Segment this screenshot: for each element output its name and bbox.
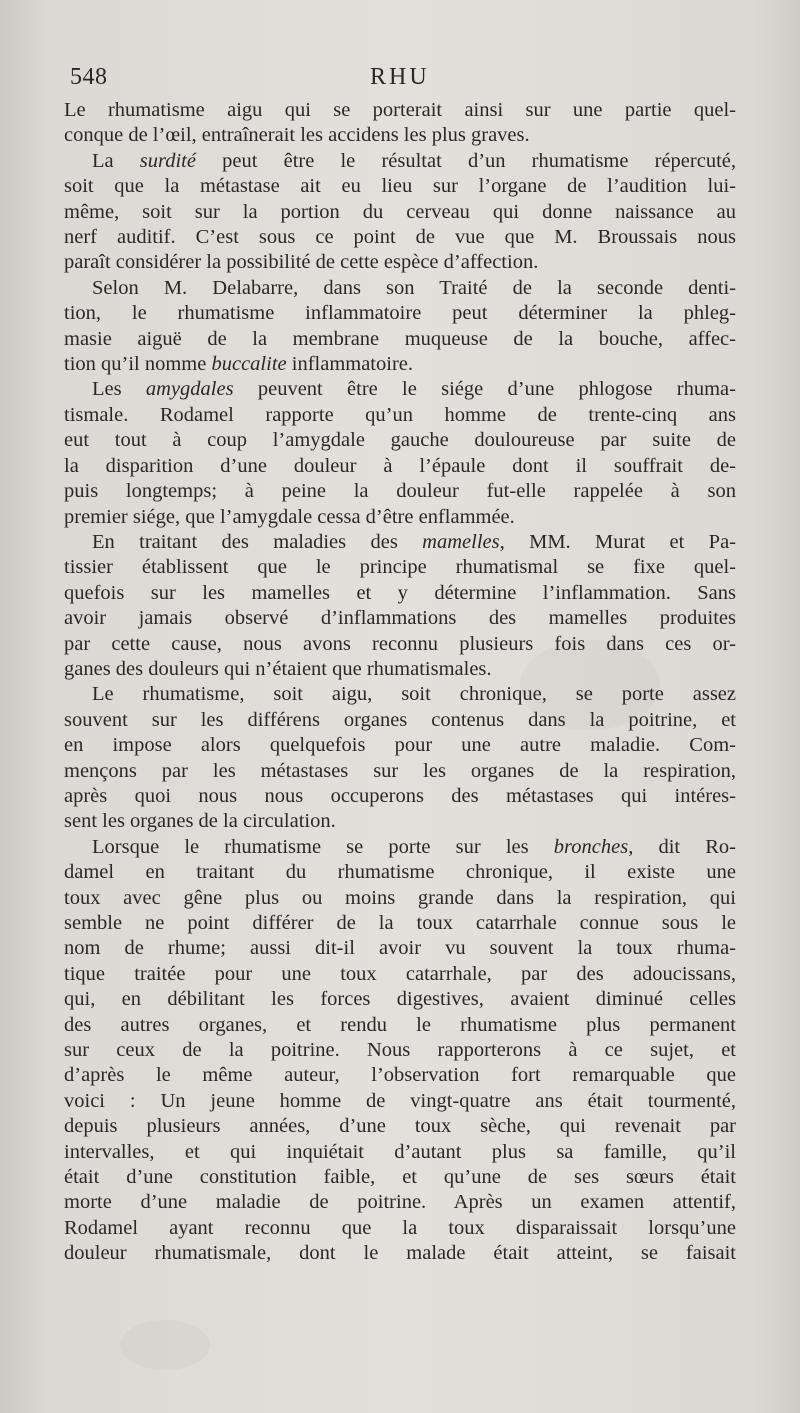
paragraph [64, 835, 736, 1267]
text-line: semble ne point différer de la toux catarrhale connue sous le [64, 912, 736, 934]
text-line: Rodamel ayant reconnu que la toux disparaissait lorsqu’une [64, 1216, 736, 1239]
text-line: tismale. Rodamel rapporte qu’un homme de trente-cinq ans [64, 403, 736, 426]
paragraph [64, 682, 736, 834]
text-line: par cette cause, nous avons reconnu plusieurs fois dans ces or- [64, 632, 736, 655]
text-line: tion, le rhumatisme inflammatoire peut déterminer la phleg- [64, 302, 736, 325]
text-line: La surdité peut être le résultat d’un rhumatisme répercuté, [92, 149, 736, 172]
italic-term: mamelles [422, 530, 500, 553]
text-line: paraît considérer la possibilité de cette espèce d’affection. [64, 251, 539, 274]
paragraph [64, 276, 736, 378]
text-line: conque de l’œil, entraînerait les accidens les plus graves. [64, 124, 530, 147]
text-line: Le rhumatisme, soit aigu, soit chronique, se porte assez [92, 683, 736, 706]
text-line: masie aiguë de la membrane muqueuse de la bouche, affec- [64, 327, 736, 350]
paper-stain [120, 1320, 210, 1370]
paragraph [64, 377, 736, 529]
text-line: sent les organes de la circulation. [64, 810, 336, 833]
text-line: tique traitée pour une toux catarrhale, par des adoucissans, [64, 962, 736, 985]
text-line: même, soit sur la portion du cerveau qui donne naissance au [64, 200, 736, 223]
text-line: Les amygdales peuvent être le siége d’une phlogose rhuma- [92, 378, 736, 401]
text-line: des autres organes, et rendu le rhumatisme plus permanent [64, 1013, 736, 1036]
italic-term: surdité [139, 149, 196, 172]
body-text [64, 98, 736, 1267]
text-line: eut tout à coup l’amygdale gauche douloureuse par suite de [64, 429, 736, 452]
text-line: nerf auditif. C’est sous ce point de vue que M. Broussais nous [64, 226, 736, 249]
text-line: qui, en débilitant les forces digestives, avaient diminué celles [64, 988, 736, 1011]
text-line: Le rhumatisme aigu qui se porterait ainsi sur une partie quel- [64, 99, 736, 121]
running-head: RHU [370, 64, 430, 90]
text-line: mençons par les métastases sur les organes de la respiration, [64, 759, 736, 782]
text-line: souvent sur les différens organes contenus dans la poitrine, et [64, 708, 736, 731]
italic-term: amygdales [145, 378, 234, 401]
text-line: voici : Un jeune homme de vingt-quatre ans était tourmenté, [64, 1089, 736, 1112]
paragraph [64, 149, 736, 276]
paragraph [64, 98, 736, 149]
text-line: tion qu’il nomme buccalite inflammatoire. [64, 353, 413, 376]
text-line: quefois sur les mamelles et y détermine l’inflammation. Sans [64, 581, 736, 604]
text-line: était d’une constitution faible, et qu’une de ses sœurs était [64, 1166, 736, 1189]
text-line: en impose alors quelquefois pour une autre maladie. Com- [64, 734, 736, 757]
text-line: tissier établissent que le principe rhumatismal se fixe quel- [64, 556, 736, 579]
text-line: Lorsque le rhumatisme se porte sur les bronches, dit Ro- [92, 835, 736, 858]
text-line: ganes des douleurs qui n’étaient que rhumatismales. [64, 657, 492, 680]
text-line: la disparition d’une douleur à l’épaule dont il souffrait de- [64, 454, 736, 477]
text-line: nom de rhume; aussi dit-il avoir vu souvent la toux rhuma- [64, 937, 736, 960]
text-line: damel en traitant du rhumatisme chronique, il existe une [64, 861, 736, 884]
italic-term: buccalite [211, 353, 287, 376]
text-line: avoir jamais observé d’inflammations des mamelles produites [64, 607, 736, 630]
italic-term: bronches [553, 835, 629, 858]
text-line: après quoi nous nous occuperons des métastases qui intéres- [64, 784, 736, 807]
text-line: premier siége, que l’amygdale cessa d’être enflammée. [64, 505, 515, 528]
page-header [70, 64, 735, 98]
text-line: intervalles, et qui inquiétait d’autant plus sa famille, qu’il [64, 1140, 736, 1163]
text-line: Selon M. Delabarre, dans son Traité de la seconde denti- [92, 276, 736, 299]
text-line: d’après le même auteur, l’observation fort remarquable que [64, 1064, 736, 1087]
text-line: depuis plusieurs années, d’une toux sèche, qui revenait par [64, 1115, 736, 1138]
text-line: puis longtemps; à peine la douleur fut-elle rappelée à son [64, 480, 736, 503]
text-line: soit que la métastase ait eu lieu sur l’organe de l’audition lui- [64, 175, 736, 198]
text-line: douleur rhumatismale, dont le malade était atteint, se faisait [64, 1242, 736, 1265]
text-line: toux avec gêne plus ou moins grande dans la respiration, qui [64, 886, 736, 909]
text-line: sur ceux de la poitrine. Nous rapporterons à ce sujet, et [64, 1039, 736, 1062]
paragraph [64, 530, 736, 682]
text-line: morte d’une maladie de poitrine. Après un examen attentif, [64, 1191, 736, 1214]
text-line: En traitant des maladies des mamelles, MM. Murat et Pa- [92, 530, 736, 553]
page-number: 548 [70, 64, 108, 90]
